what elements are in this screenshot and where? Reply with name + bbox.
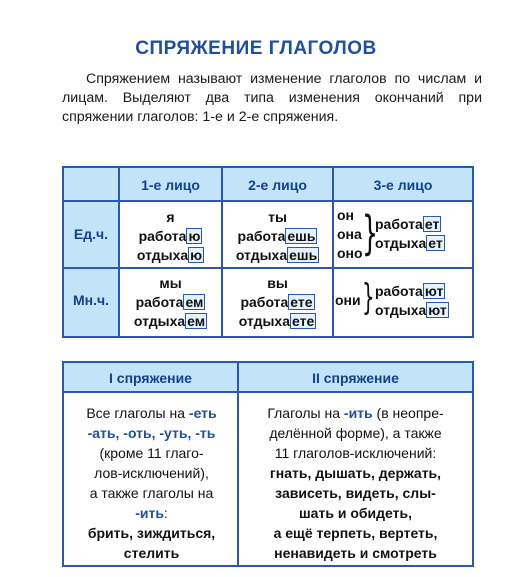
page-title: СПРЯЖЕНИЕ ГЛАГОЛОВ: [135, 38, 377, 59]
rule-text: а также глаголы на: [89, 485, 214, 501]
ending-box: ют: [428, 302, 447, 318]
conjugation-types-table: [62, 361, 474, 567]
verb-stem: работа: [237, 228, 286, 244]
suffix: -ить: [135, 505, 164, 521]
intro-paragraph: Спряжением называют изменение глаголов по числам и лицам. Выделяют два типа изменения окончаний при спряжении глаголов: 1-е и 2-е спряжения.: [62, 71, 482, 125]
pronoun: ты: [268, 209, 287, 225]
cell-sg-3rd: [375, 215, 471, 253]
cell-sg-2nd: [223, 208, 332, 265]
first-conjugation-rules: [66, 403, 237, 563]
rule-text: (в неопре-: [372, 405, 444, 421]
exception-words: ненавидеть и смотреть: [274, 545, 437, 561]
verb-stem: работа: [135, 294, 184, 310]
verb-stem: отдыха: [375, 302, 427, 318]
cell-pl-3rd: [375, 282, 471, 320]
ending-box: ете: [290, 294, 313, 310]
ending-box: ют: [424, 283, 444, 299]
grid-line: [64, 267, 472, 269]
verb-stem: отдыха: [235, 247, 288, 263]
ending-box: ю: [188, 228, 201, 244]
cell-sg-1st: [120, 208, 221, 265]
rule-text: Все глаголы на: [86, 405, 189, 421]
verb-stem: работа: [138, 228, 187, 244]
header-first-conjugation: I спряжение: [109, 370, 192, 386]
exception-words: гнать, дышать, держать,: [269, 465, 442, 481]
brace-icon: }: [362, 206, 379, 260]
pronoun: он: [337, 207, 355, 223]
row-label-plural: Мн.ч.: [72, 292, 110, 308]
verb-stem: отдыха: [133, 313, 186, 329]
verb-stem: отдыха: [238, 313, 291, 329]
pronoun: мы: [159, 275, 182, 291]
pronoun: она: [337, 226, 362, 242]
ending-box: ете: [292, 313, 315, 329]
row-label-singular: Ед.ч.: [73, 226, 109, 242]
rule-text: лов-исключений),: [94, 465, 209, 481]
cell-pl-1st: [120, 274, 221, 331]
header-3rd-person: 3-е лицо: [373, 177, 433, 193]
verb-stem: отдыха: [136, 247, 189, 263]
pronoun: я: [166, 209, 175, 225]
header-1st-person: 1-е лицо: [141, 177, 200, 193]
pronoun: они: [335, 292, 361, 308]
pronoun: вы: [267, 275, 288, 291]
second-conjugation-rules: [239, 403, 472, 563]
ending-box: ю: [190, 247, 203, 263]
ending-box: ет: [424, 216, 440, 232]
exception-words: шать и обидеть,: [299, 505, 412, 521]
brace-icon: }: [362, 277, 375, 318]
ending-box: ем: [185, 294, 204, 310]
header-2nd-person: 2-е лицо: [248, 177, 307, 193]
suffix-list: -ать, -оть, -уть, -ть: [87, 425, 216, 441]
exception-words: а ещё терпеть, вертеть,: [273, 525, 438, 541]
verb-stem: работа: [375, 216, 423, 232]
exception-words: стелить: [123, 545, 180, 561]
verb-stem: работа: [375, 283, 423, 299]
rule-text: делённой форме), а также: [269, 425, 442, 441]
suffix: -ить: [343, 405, 373, 421]
conjugation-table: [62, 166, 474, 338]
rule-text: :: [163, 505, 168, 521]
pronoun: оно: [337, 245, 363, 261]
ending-box: ет: [428, 235, 443, 251]
verb-stem: отдыха: [375, 235, 427, 251]
exception-words: брить, зиждиться,: [87, 525, 216, 541]
table-side-column: [64, 202, 118, 336]
suffix: -еть: [188, 405, 217, 421]
cell-pl-2nd: [223, 274, 332, 331]
header-second-conjugation: II спряжение: [312, 370, 399, 386]
ending-box: ешь: [289, 247, 318, 263]
pronoun-group-sg-3rd: [337, 206, 363, 263]
rule-text: Глаголы на: [267, 405, 344, 421]
exception-words: зависеть, видеть, слы-: [275, 485, 436, 501]
verb-stem: работа: [240, 294, 289, 310]
rule-text: (кроме 11 глаго-: [99, 445, 204, 461]
rule-text: 11 глаголов-исключений:: [274, 445, 437, 461]
ending-box: ем: [187, 313, 206, 329]
ending-box: ешь: [287, 228, 316, 244]
